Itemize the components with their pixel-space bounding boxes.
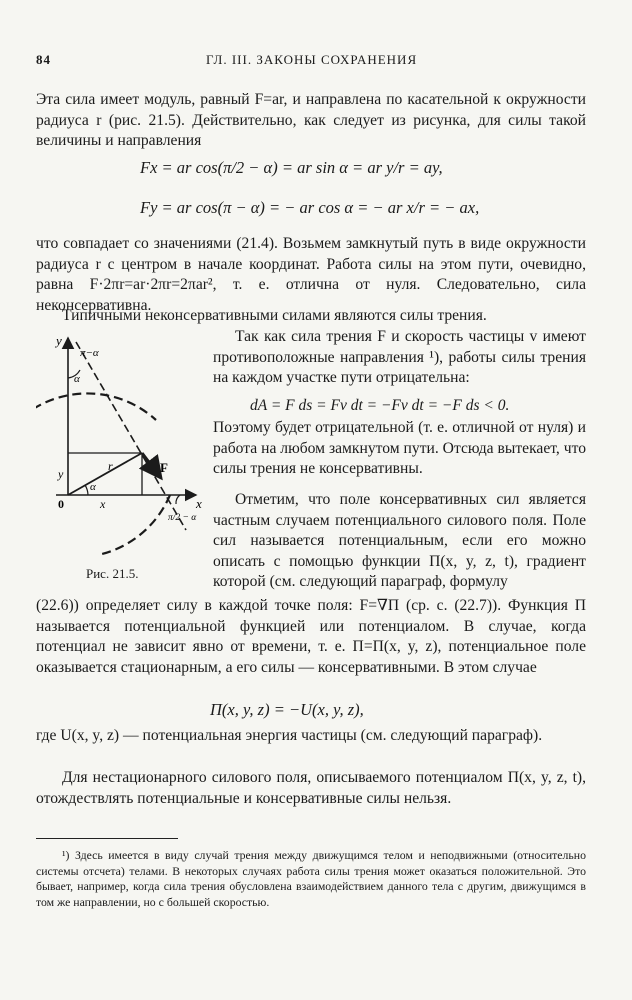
force-vector xyxy=(142,453,161,478)
label-alpha-origin: α xyxy=(90,481,96,493)
paragraph-5-full: (22.6)) определяет силу в каждой точке поля: F=∇Π (ср. с. (22.7)). Функция Π называется потенциальной функцией или потенциалом. В случае, когда потенциал не зависит явно от времени, т. е. Π=Π(x, y, z), потенциальное поле оказывается стационарным, а его силы — консервативными. В этом случае xyxy=(36,597,586,676)
label-origin: 0 xyxy=(58,497,64,511)
figure-drawing xyxy=(36,330,208,565)
alpha-arc-origin xyxy=(85,485,88,495)
paragraph-2: что совпадает со значениями (21.4). Возьмем замкнутый путь в виде окружности радиуса r с центром в начале координат. Работа силы на этом пути, очевидно, равна F·2πr=ar·2πr=2πar², т. е. отлична от нуля. Следовательно, сила неконсервативна. xyxy=(36,235,586,314)
tangent-line xyxy=(76,342,186,530)
formula-fx: Fx = ar cos(π/2 − α) = ar sin α = ar y/r = ay, xyxy=(140,158,443,177)
running-header xyxy=(36,52,586,72)
paragraph-3-lead: Типичными неконсервативными силами являются силы трения. xyxy=(62,307,487,324)
label-pi-minus-alpha: π−α xyxy=(80,347,99,359)
label-force: F xyxy=(160,460,168,475)
figure-caption: Рис. 21.5. xyxy=(86,566,139,581)
circle-arc-upper xyxy=(36,393,156,450)
paragraph-5-narrow: Отметим, что поле консервативных сил является частным случаем потенциального силового поля. Поле сил называется потенциальным, если его можно описать с помощью функции Π(x, y, z, t), градиент которой (см. следующий параграф, формулу xyxy=(213,491,586,590)
label-alpha-top: α xyxy=(74,373,80,385)
paragraph-6: где U(x, y, z) — потенциальная энергия частицы (см. следующий параграф). xyxy=(36,727,543,744)
radius-line xyxy=(68,453,142,495)
formula-work: dA = F ds = Fv dt = −Fv dt = −F ds < 0. xyxy=(250,397,510,414)
paragraph-3-continued: Так как сила трения F и скорость частицы v имеют противоположные направления ¹), работы силы трения на каждом участке пути отрицательна: xyxy=(213,328,586,386)
formula-potential: Π(x, y, z) = −U(x, y, z), xyxy=(210,700,364,719)
circle-arc-lower xyxy=(98,495,170,555)
footnote-rule xyxy=(36,838,178,839)
running-title: ГЛ. III. ЗАКОНЫ СОХРАНЕНИЯ xyxy=(206,52,418,67)
figure-21-5 xyxy=(36,330,208,565)
label-x-axis: x xyxy=(196,496,202,511)
angle-arc-bottom xyxy=(176,495,180,504)
label-r: r xyxy=(108,459,113,473)
paragraph-7: Для нестационарного силового поля, описываемого потенциалом Π(x, y, z, t), отождествлять потенциальные и консервативные силы нельзя. xyxy=(36,769,586,807)
label-y-side: y xyxy=(58,467,64,481)
paragraph-1: Эта сила имеет модуль, равный F=ar, и направлена по касательной к окружности радиуса r (рис. 21.5). Действительно, как следует из рисунка, для силы такой величины и направления xyxy=(36,91,586,149)
page-number: 84 xyxy=(36,52,51,67)
formula-fy: Fy = ar cos(π − α) = − ar cos α = − ar x/r = − ax, xyxy=(140,198,480,217)
label-y-axis: y xyxy=(56,333,62,348)
label-half-pi-minus-alpha: π/2 − α xyxy=(168,513,197,523)
paragraph-4: Поэтому будет отрицательной (т. е. отличной от нуля) и работа на любом замкнутом пути. Отсюда вытекает, что силы трения не консервативны. xyxy=(213,419,586,477)
footnote: ¹) Здесь имеется в виду случай трения между движущимся телом и неподвижными (относительно системы отсчета) телами. В некоторых случаях работа силы трения может оказаться положительной. Это бывает, например, когда сила трения обусловлена взаимодействием данного тела с другим, движущимся в том же направлении, но с большей скоростью. xyxy=(36,848,586,909)
label-x-side: x xyxy=(100,497,106,511)
